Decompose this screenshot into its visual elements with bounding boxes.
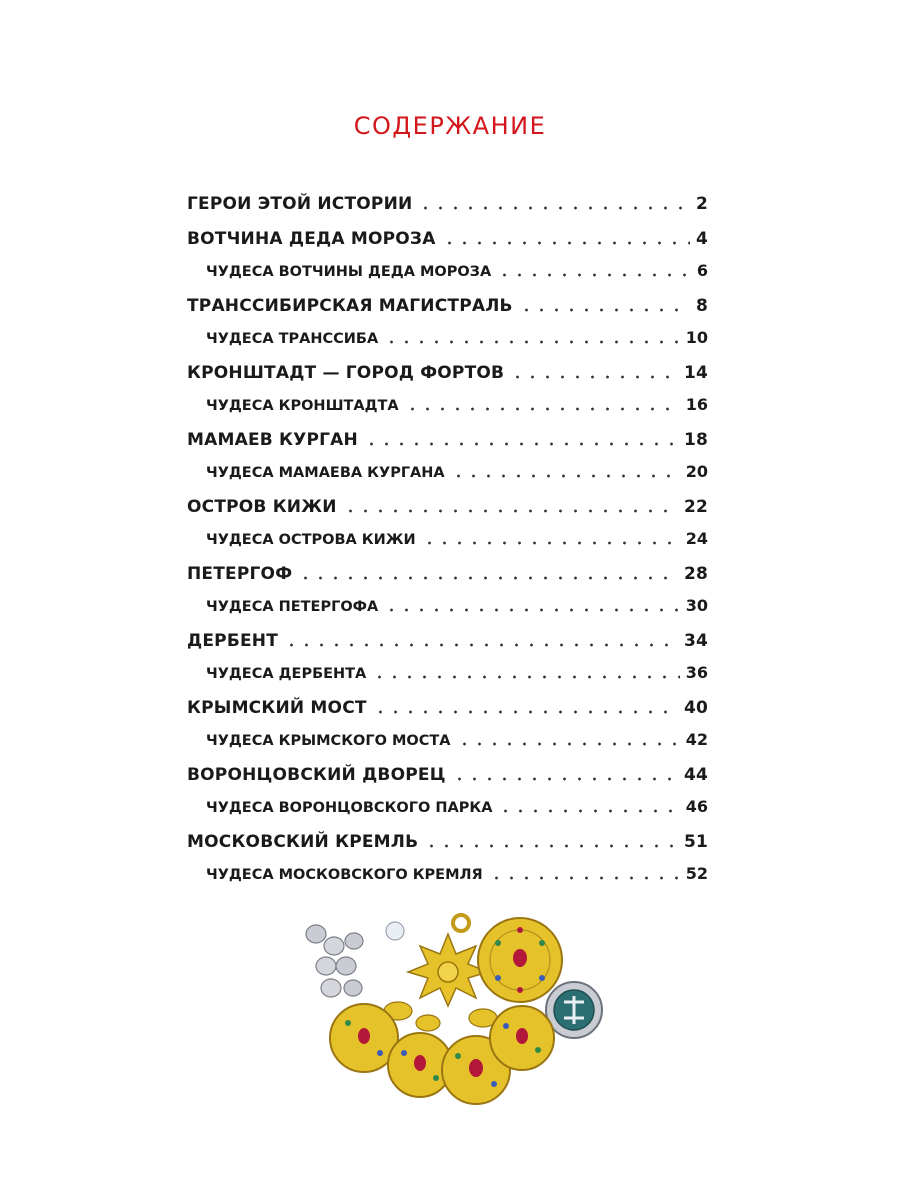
dot-leader bbox=[424, 844, 678, 848]
page-title: СОДЕРЖАНИЕ bbox=[353, 112, 547, 140]
toc-page-number: 34 bbox=[683, 631, 708, 651]
gold-chain-icon bbox=[384, 1002, 497, 1031]
toc-entry-label: ЧУДЕСА ДЕРБЕНТА bbox=[206, 666, 367, 682]
toc-subsection-entry[interactable] bbox=[187, 590, 708, 622]
dot-leader bbox=[384, 608, 679, 612]
dot-leader bbox=[405, 407, 680, 411]
toc-page-number: 6 bbox=[696, 261, 708, 280]
toc-entry-label: ЧУДЕСА ВОРОНЦОВСКОГО ПАРКА bbox=[206, 800, 493, 816]
toc-subsection-entry[interactable] bbox=[187, 858, 708, 890]
toc-chapter-entry[interactable] bbox=[187, 424, 708, 456]
dot-leader bbox=[489, 876, 680, 880]
toc-entry-label: ЧУДЕСА МОСКОВСКОГО КРЕМЛЯ bbox=[206, 867, 483, 883]
toc-chapter-entry[interactable] bbox=[187, 188, 708, 220]
toc-page-number: 24 bbox=[685, 529, 708, 548]
toc-page-number: 16 bbox=[685, 395, 708, 414]
toc-entry-label: МОСКОВСКИЙ КРЕМЛЬ bbox=[187, 832, 419, 852]
dot-leader bbox=[498, 809, 679, 813]
toc-entry-label: ПЕТЕРГОФ bbox=[187, 564, 293, 584]
dot-leader bbox=[364, 442, 678, 446]
toc-page-number: 14 bbox=[683, 363, 708, 383]
toc-page-number: 20 bbox=[685, 462, 708, 481]
dot-leader bbox=[372, 675, 679, 679]
dot-leader bbox=[442, 241, 690, 245]
toc-subsection-entry[interactable] bbox=[187, 523, 708, 555]
dot-leader bbox=[452, 777, 678, 781]
dot-leader bbox=[284, 643, 678, 647]
toc-subsection-entry[interactable] bbox=[187, 724, 708, 756]
toc-chapter-entry[interactable] bbox=[187, 558, 708, 590]
toc-page-number: 18 bbox=[683, 430, 708, 450]
dot-leader bbox=[418, 206, 690, 210]
toc-page-number: 22 bbox=[683, 497, 708, 517]
toc-subsection-entry[interactable] bbox=[187, 791, 708, 823]
dot-leader bbox=[451, 474, 680, 478]
dot-leader bbox=[497, 273, 691, 277]
toc-page-number: 36 bbox=[685, 663, 708, 682]
toc-chapter-entry[interactable] bbox=[187, 223, 708, 255]
toc-chapter-entry[interactable] bbox=[187, 290, 708, 322]
dot-leader bbox=[422, 541, 680, 545]
silver-beads-icon bbox=[306, 922, 404, 997]
toc-entry-label: ГЕРОИ ЭТОЙ ИСТОРИИ bbox=[187, 194, 413, 214]
toc-page-number: 44 bbox=[683, 765, 708, 785]
toc-entry-label: ДЕРБЕНТ bbox=[187, 631, 279, 651]
toc-entry-label: ВОТЧИНА ДЕДА МОРОЗА bbox=[187, 229, 436, 249]
dot-leader bbox=[373, 710, 678, 714]
toc-subsection-entry[interactable] bbox=[187, 322, 708, 354]
toc-page-number: 42 bbox=[685, 730, 708, 749]
toc-subsection-entry[interactable] bbox=[187, 657, 708, 689]
dot-leader bbox=[457, 742, 680, 746]
dot-leader bbox=[298, 576, 678, 580]
toc-entry-label: ЧУДЕСА ПЕТЕРГОФА bbox=[206, 599, 379, 615]
toc-entry-label: ЧУДЕСА ВОТЧИНЫ ДЕДА МОРОЗА bbox=[206, 264, 492, 280]
toc-page-number: 51 bbox=[683, 832, 708, 852]
toc-subsection-entry[interactable] bbox=[187, 389, 708, 421]
toc-chapter-entry[interactable] bbox=[187, 692, 708, 724]
silver-coin-icon bbox=[546, 982, 602, 1038]
toc-subsection-entry[interactable] bbox=[187, 456, 708, 488]
toc-chapter-entry[interactable] bbox=[187, 759, 708, 791]
dot-leader bbox=[343, 509, 678, 513]
gold-discs-row-icon bbox=[330, 1004, 554, 1104]
toc-entry-label: ТРАНССИБИРСКАЯ МАГИСТРАЛЬ bbox=[187, 296, 513, 316]
toc-entry-label: ВОРОНЦОВСКИЙ ДВОРЕЦ bbox=[187, 765, 446, 785]
toc-entry-label: КРОНШТАДТ — ГОРОД ФОРТОВ bbox=[187, 363, 505, 383]
toc-entry-label: ЧУДЕСА МАМАЕВА КУРГАНА bbox=[206, 465, 445, 481]
toc-entry-label: ЧУДЕСА КРЫМСКОГО МОСТА bbox=[206, 733, 451, 749]
toc-subsection-entry[interactable] bbox=[187, 255, 708, 287]
table-of-contents bbox=[187, 188, 708, 890]
dot-leader bbox=[519, 308, 690, 312]
toc-chapter-entry[interactable] bbox=[187, 491, 708, 523]
toc-page-number: 46 bbox=[685, 797, 708, 816]
toc-page-number: 4 bbox=[695, 229, 708, 249]
toc-page-number: 28 bbox=[683, 564, 708, 584]
toc-page-number: 10 bbox=[685, 328, 708, 347]
gold-disc-icon bbox=[478, 918, 562, 1002]
toc-entry-label: ЧУДЕСА КРОНШТАДТА bbox=[206, 398, 399, 414]
jewelry-illustration-icon bbox=[298, 908, 628, 1108]
toc-entry-label: ОСТРОВ КИЖИ bbox=[187, 497, 337, 517]
toc-chapter-entry[interactable] bbox=[187, 826, 708, 858]
toc-page-number: 52 bbox=[685, 864, 708, 883]
toc-chapter-entry[interactable] bbox=[187, 357, 708, 389]
toc-entry-label: ЧУДЕСА ТРАНССИБА bbox=[206, 331, 379, 347]
toc-entry-label: КРЫМСКИЙ МОСТ bbox=[187, 698, 367, 718]
toc-page-number: 2 bbox=[695, 194, 708, 214]
toc-page-number: 8 bbox=[695, 296, 708, 316]
toc-entry-label: МАМАЕВ КУРГАН bbox=[187, 430, 358, 450]
toc-chapter-entry[interactable] bbox=[187, 625, 708, 657]
star-pendant-icon bbox=[408, 915, 488, 1006]
toc-page-number: 40 bbox=[683, 698, 708, 718]
dot-leader bbox=[510, 375, 678, 379]
toc-entry-label: ЧУДЕСА ОСТРОВА КИЖИ bbox=[206, 532, 416, 548]
toc-page-number: 30 bbox=[685, 596, 708, 615]
dot-leader bbox=[384, 340, 680, 344]
